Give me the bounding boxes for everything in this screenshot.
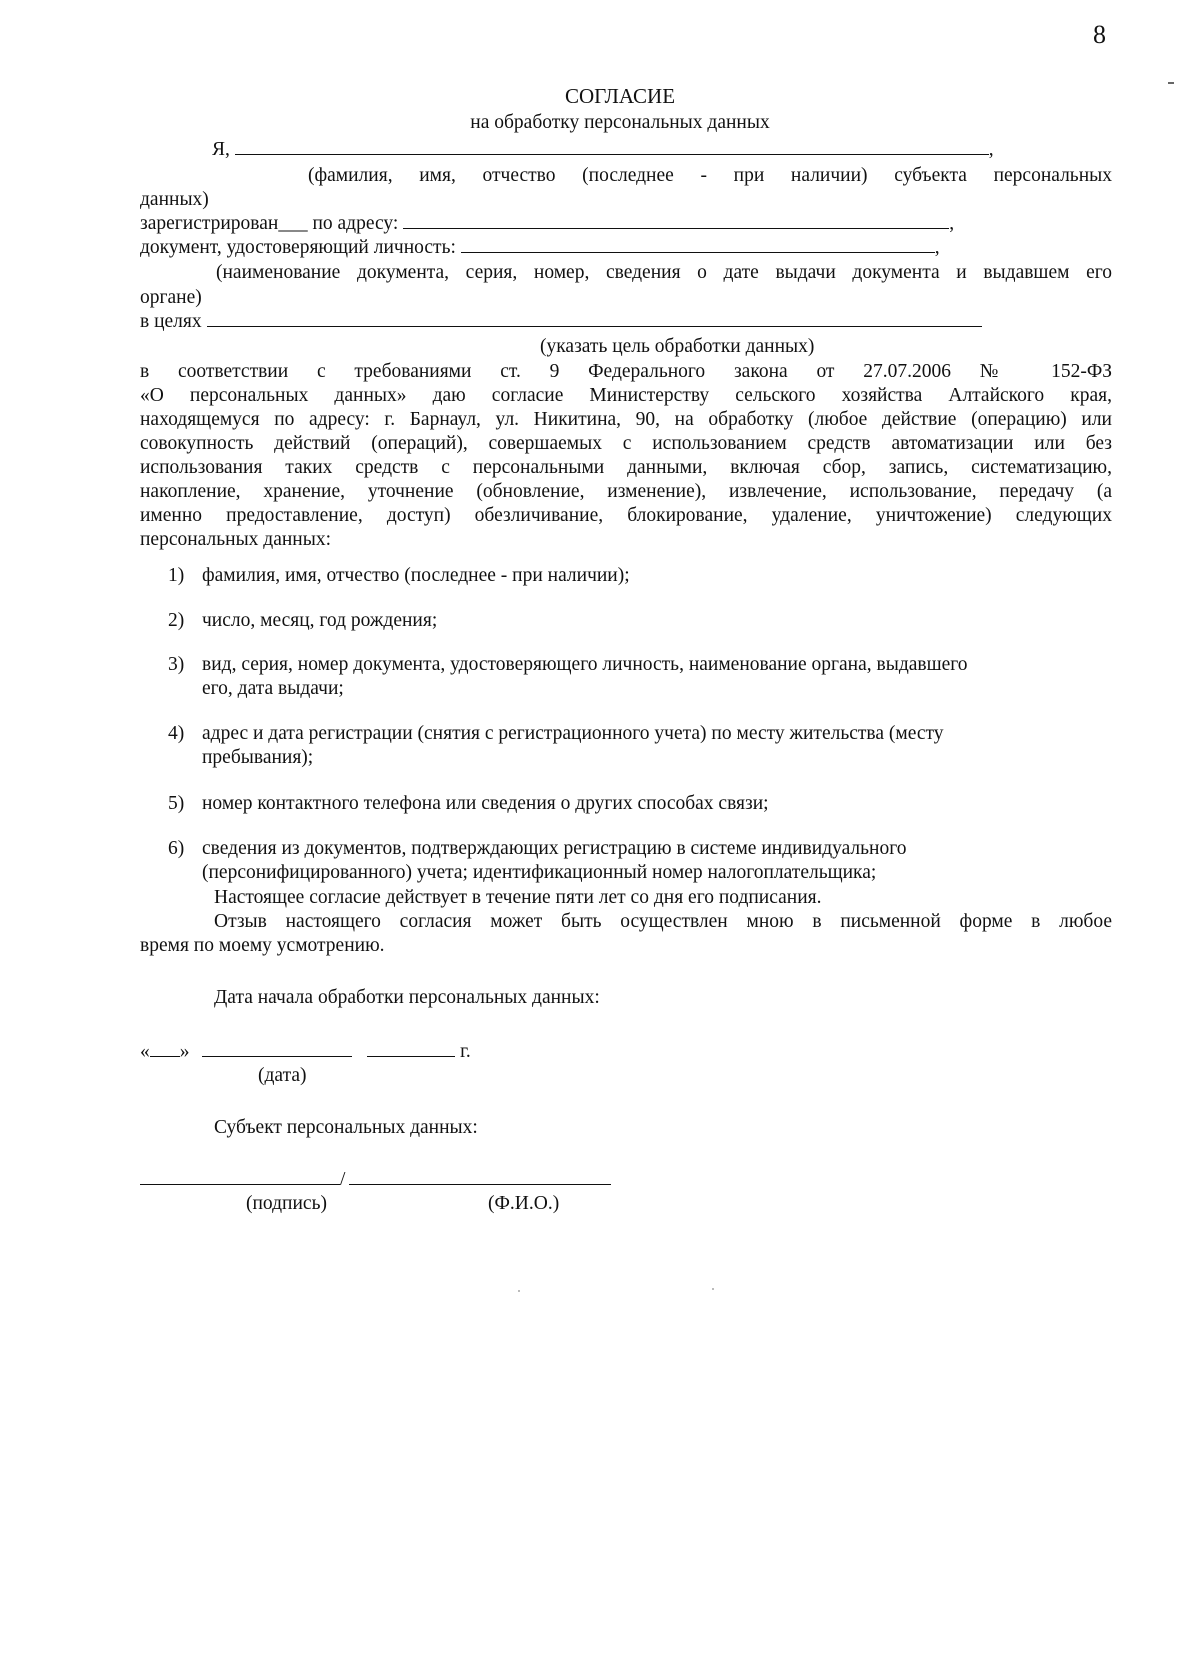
- signature-blank[interactable]: [140, 1168, 340, 1185]
- revocation-text: Отзыв настоящего согласия может быть осуществлен мною в письменной форме в любое: [214, 911, 1112, 932]
- body-line: находящемуся по адресу: г. Барнаул, ул. Никитина, 90, на обработку (любое действие (операцию) или: [140, 409, 1112, 430]
- list-number: 3): [168, 654, 185, 675]
- day-blank[interactable]: [150, 1040, 180, 1057]
- body-line: совокупность действий (операций), совершаемых с использованием средств автоматизации или без: [140, 433, 1112, 454]
- start-date-label: Дата начала обработки персональных данных:: [214, 987, 600, 1008]
- document-title: СОГЛАСИЕ: [564, 84, 676, 108]
- body-line: именно предоставление, доступ) обезличивание, блокирование, удаление, уничтожение) следующих: [140, 505, 1112, 526]
- revocation-text-cont: время по моему усмотрению.: [140, 935, 385, 956]
- signature-caption: (подпись): [246, 1193, 327, 1214]
- list-text: вид, серия, номер документа, удостоверяющего личность, наименование органа, выдавшего: [202, 654, 968, 675]
- validity-text: Настоящее согласие действует в течение пяти лет со дня его подписания.: [214, 887, 822, 908]
- purpose-caption: (указать цель обработки данных): [540, 336, 815, 357]
- id-doc-line: документ, удостоверяющий личность: ,: [140, 237, 940, 258]
- purpose-line: [140, 310, 982, 334]
- body-line: накопление, хранение, уточнение (обновление, изменение), извлечение, использование, передачу (а: [140, 481, 1112, 502]
- fio-blank[interactable]: [349, 1168, 611, 1185]
- list-number: 5): [168, 793, 185, 814]
- list-number: 1): [168, 565, 185, 586]
- month-blank[interactable]: [202, 1040, 352, 1057]
- purpose-label: в целях: [140, 311, 202, 332]
- close-quote: »: [179, 1041, 190, 1062]
- consent-paragraph: [140, 360, 1112, 552]
- name-caption-cont: данных): [140, 189, 209, 210]
- body-line: в соответствии с требованиями ст. 9 Федерального закона от 27.07.2006 № 152-ФЗ: [140, 361, 1112, 382]
- slash: /: [340, 1169, 346, 1190]
- open-quote: «: [140, 1041, 150, 1062]
- date-line: [140, 1040, 471, 1064]
- year-suffix: г.: [460, 1041, 471, 1062]
- list-text: его, дата выдачи;: [202, 678, 344, 699]
- year-blank[interactable]: [367, 1040, 455, 1057]
- body-line: персональных данных:: [140, 529, 332, 550]
- document-subtitle: на обработку персональных данных: [470, 112, 770, 133]
- address-line: зарегистрирован___ по адресу: ,: [140, 213, 955, 234]
- doc-caption: (наименование документа, серия, номер, сведения о дате выдачи документа и выдавшем его: [216, 262, 1112, 283]
- fio-caption: (Ф.И.О.): [488, 1193, 560, 1214]
- list-text: (персонифицированного) учета; идентификационный номер налогоплательщика;: [202, 862, 877, 883]
- doc-caption-cont: органе): [140, 287, 202, 308]
- list-text: пребывания);: [202, 747, 314, 768]
- name-blank[interactable]: [235, 138, 989, 155]
- scan-speck: [518, 1290, 520, 1292]
- subject-label: Субъект персональных данных:: [214, 1117, 478, 1138]
- scan-speck: [712, 1288, 714, 1290]
- list-text: число, месяц, год рождения;: [202, 610, 438, 631]
- id-doc-blank[interactable]: [461, 236, 935, 253]
- list-text: номер контактного телефона или сведения о других способах связи;: [202, 793, 769, 814]
- page-number: 8: [1093, 20, 1106, 49]
- name-line: Я, ,: [212, 139, 994, 160]
- id-doc-label: документ, удостоверяющий личность:: [140, 237, 456, 258]
- name-caption: (фамилия, имя, отчество (последнее - при наличии) субъекта персональных: [308, 165, 1112, 186]
- list-text: адрес и дата регистрации (снятия с регистрационного учета) по месту жительства (месту: [202, 723, 944, 744]
- registered-label: зарегистрирован___ по адресу:: [140, 213, 399, 234]
- body-line: «О персональных данных» даю согласие Министерству сельского хозяйства Алтайского края,: [140, 385, 1112, 406]
- address-blank[interactable]: [403, 212, 949, 229]
- date-caption: (дата): [258, 1065, 307, 1086]
- list-number: 2): [168, 610, 185, 631]
- list-text: сведения из документов, подтверждающих регистрацию в системе индивидуального: [202, 838, 907, 859]
- purpose-blank[interactable]: [207, 310, 982, 327]
- list-number: 6): [168, 838, 185, 859]
- signature-line: [140, 1168, 611, 1192]
- body-line: использования таких средств с персональными данными, включая сбор, запись, систематизацию,: [140, 457, 1112, 478]
- list-number: 4): [168, 723, 185, 744]
- i-label: Я,: [212, 139, 230, 160]
- list-text: фамилия, имя, отчество (последнее - при наличии);: [202, 565, 630, 586]
